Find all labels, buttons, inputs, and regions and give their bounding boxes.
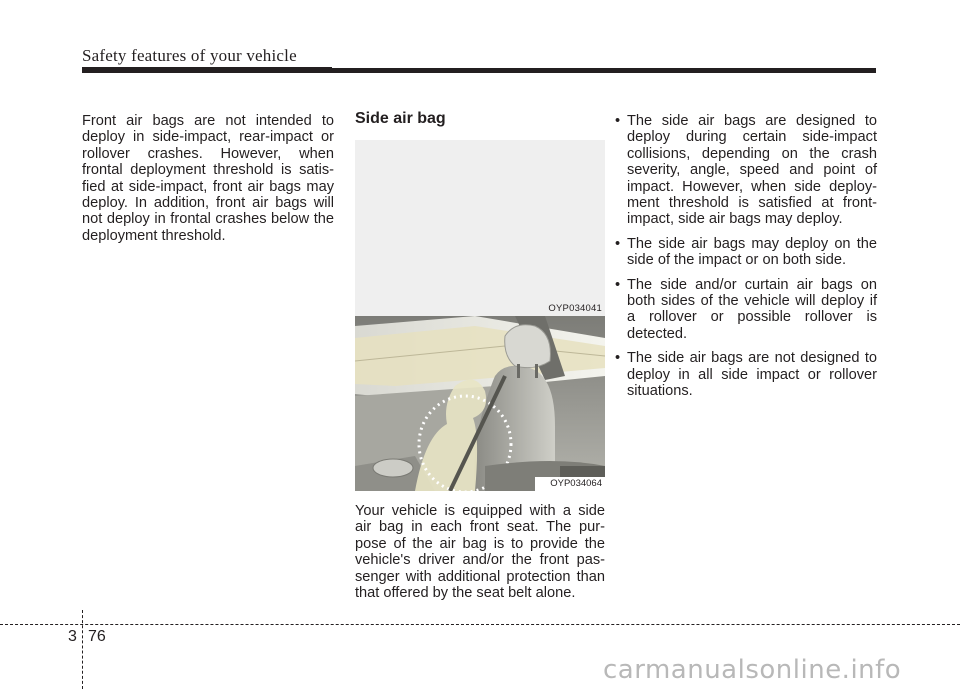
column-2 <box>355 110 605 601</box>
list-item <box>611 113 877 228</box>
bullet-dot: • <box>615 235 621 252</box>
chapter-number: 3 <box>68 628 77 645</box>
bullet-text: The side and/or curtain air bags on both sides of the vehicle will deploy if a rollover or possible rollover is detected. <box>627 276 877 342</box>
bullet-dot: • <box>615 350 621 367</box>
side-airbag-paragraph: Your vehicle is equipped with a side air bag in each front seat. The pur- pose of the air bag is to provide the vehicle's driver and/or the front pas- senger with additional protection than that offered by the seat belt alone. <box>355 503 605 602</box>
footer-rule <box>0 624 960 625</box>
column-1 <box>82 113 334 244</box>
bullet-text: The side air bags are designed to deploy during certain side-impact collisions, depending on the crash severity, angle, speed and point of impact. However, when side deploy- ment threshold is satisfied at front- impact, side air bags may deploy. <box>627 113 877 228</box>
page-number: 76 <box>88 628 106 645</box>
header-rule <box>82 68 876 73</box>
figure-code-1: OYP034041 <box>548 303 602 314</box>
page-header-title: Safety features of your vehicle <box>82 46 297 65</box>
front-airbag-paragraph: Front air bags are not intended to deploy in side-impact, rear-impact or rollover crashes. However, when frontal deployment threshold is satis- fied at side-impact, front air bags may deploy. In addition, front air bags will not deploy in frontal crashes below the deployment threshold. <box>82 113 334 244</box>
side-airbag-illustration-svg <box>355 316 605 491</box>
figure-code-2: OYP034064 <box>535 477 605 491</box>
bullet-text: The side air bags may deploy on the side of the impact or on both side. <box>627 235 877 269</box>
figure-placeholder <box>355 140 605 316</box>
list-item <box>611 350 877 399</box>
list-item <box>611 236 877 269</box>
footer-divider <box>82 610 83 689</box>
side-airbag-bullets <box>611 113 877 400</box>
list-item <box>611 277 877 343</box>
side-airbag-illustration <box>355 316 605 491</box>
bullet-dot: • <box>615 276 621 293</box>
bullet-text: The side air bags are not designed to deploy in all side impact or rollover situations. <box>627 350 877 400</box>
watermark-link[interactable]: carmanualsonline.info <box>603 655 902 685</box>
column-3 <box>611 113 877 408</box>
section-heading: Side air bag <box>355 110 446 127</box>
bullet-dot: • <box>615 113 621 129</box>
